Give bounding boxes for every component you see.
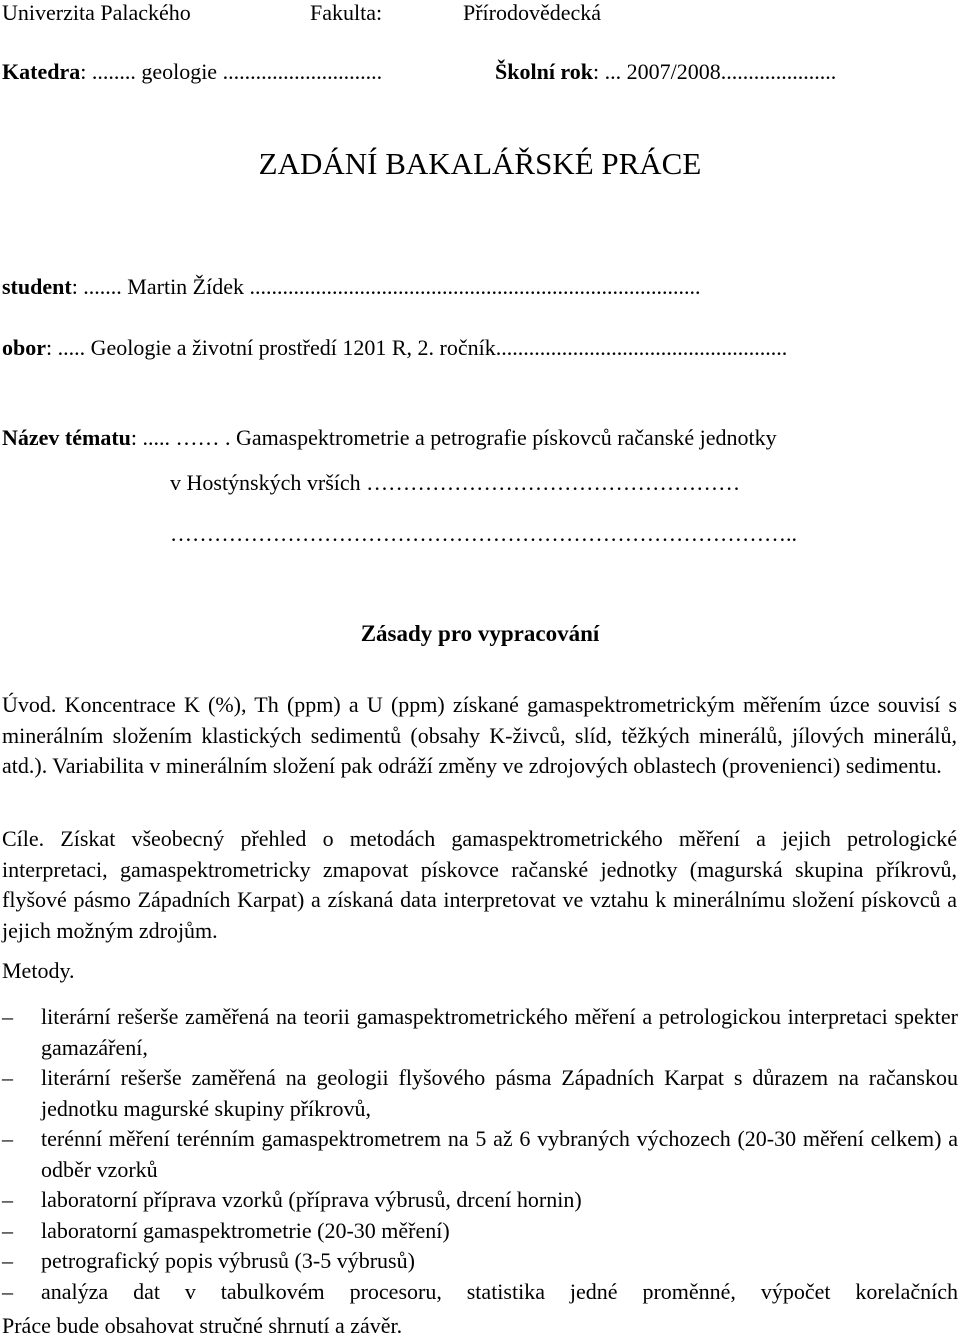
header-department xyxy=(2,59,382,85)
dash-bullet: – xyxy=(2,1217,13,1243)
method-item-text: laboratorní příprava vzorků (příprava výbrusů, drcení hornin) xyxy=(41,1187,582,1212)
department-value: : ........ geologie ............................. xyxy=(80,59,383,84)
method-item-text: petrografický popis výbrusů (3-5 výbrusů) xyxy=(41,1248,415,1273)
list-item xyxy=(0,1185,958,1216)
goals-paragraph xyxy=(2,824,957,946)
dash-bullet: – xyxy=(2,1126,13,1151)
method-item-text: literární rešerše zaměřená na teorii gamaspektrometrického měření a petrologickou interpretaci spekter gamazáření, xyxy=(41,1004,958,1060)
topic-line-3: ………………………………………………………………………….. xyxy=(170,521,797,546)
methods-list xyxy=(0,1002,958,1307)
method-item-text: literární rešerše zaměřená na geologii flyšového pásma Západních Karpat s důrazem na račanskou jednotku magurské skupiny příkrovů, xyxy=(41,1065,958,1121)
student-label: student xyxy=(2,274,72,299)
obor-line xyxy=(2,335,787,361)
method-item-text: analýza dat v tabulkovém procesoru, statistika jedné proměnné, výpočet korelačních xyxy=(41,1278,958,1304)
header-year xyxy=(495,59,836,85)
header-faculty-value: Přírodovědecká xyxy=(463,0,602,25)
list-item xyxy=(0,1216,958,1247)
department-label: Katedra xyxy=(2,59,81,84)
obor-label: obor xyxy=(2,335,46,360)
list-item xyxy=(0,1277,958,1308)
obor-value: : ..... Geologie a životní prostředí 1201 R, 2. ročník..................................................... xyxy=(46,335,788,360)
topic-line-2: v Hostýnských vrších …………………………………………… xyxy=(170,470,741,495)
intro-text: Koncentrace K (%), Th (ppm) a U (ppm) získané gamaspektrometrickým měřením úzce souvisí s minerálním složením klastických sedimentů (obsahy K-živců, slíd, těžkých minerálů, jílových minerálů, atd.). Variabilita v minerálním složení pak odráží změny ve zdrojových oblastech (provenienci) sedimentu. xyxy=(2,692,957,778)
section-title: Zásady pro vypracování xyxy=(360,621,600,646)
dash-bullet: – xyxy=(2,1187,13,1212)
list-item xyxy=(0,1124,958,1185)
list-item xyxy=(0,1246,958,1277)
header-university: Univerzita Palackého xyxy=(2,0,191,25)
goals-label: Cíle. xyxy=(2,826,45,851)
year-value: : ... 2007/2008..................... xyxy=(593,59,837,84)
dash-bullet: – xyxy=(2,1248,13,1273)
list-item xyxy=(0,1002,958,1063)
list-item xyxy=(0,1063,958,1124)
student-line xyxy=(2,274,701,300)
dash-bullet: – xyxy=(2,1065,13,1090)
methods-label: Metody. xyxy=(2,958,75,983)
method-item-text: laboratorní gamaspektrometrie (20-30 měření) xyxy=(41,1217,450,1243)
method-item-text: terénní měření terénním gamaspektrometrem na 5 až 6 vybraných výchozech (20-30 měření celkem) a odběr vzorků xyxy=(41,1126,958,1182)
dash-bullet: – xyxy=(2,1004,13,1029)
goals-text: Získat všeobecný přehled o metodách gamaspektrometrického měření a jejich petrologické interpretaci, gamaspektrometricky zmapovat pískovce račanské jednotky (magurská skupina příkrovů, flyšové pásmo Západních Karpat) a získaná data interpretovat ve vztahu k minerálnímu složení pískovců a jejich možným zdrojům. xyxy=(2,826,957,943)
intro-label: Úvod. xyxy=(2,692,57,717)
year-label: Školní rok xyxy=(495,59,594,84)
header-faculty-label: Fakulta: xyxy=(310,0,383,25)
intro-paragraph xyxy=(2,690,957,782)
document-title: ZADÁNÍ BAKALÁŘSKÉ PRÁCE xyxy=(258,146,702,181)
summary-line: Práce bude obsahovat stručné shrnutí a závěr. xyxy=(2,1313,403,1338)
topic-line1-value: : ..... …… . Gamaspektrometrie a petrografie pískovců račanské jednotky xyxy=(130,425,777,450)
topic-line-1 xyxy=(2,425,777,451)
topic-label: Název tématu xyxy=(2,425,131,450)
dash-bullet: – xyxy=(2,1278,13,1304)
student-value: : ....... Martin Žídek .................................................................................. xyxy=(71,274,701,299)
